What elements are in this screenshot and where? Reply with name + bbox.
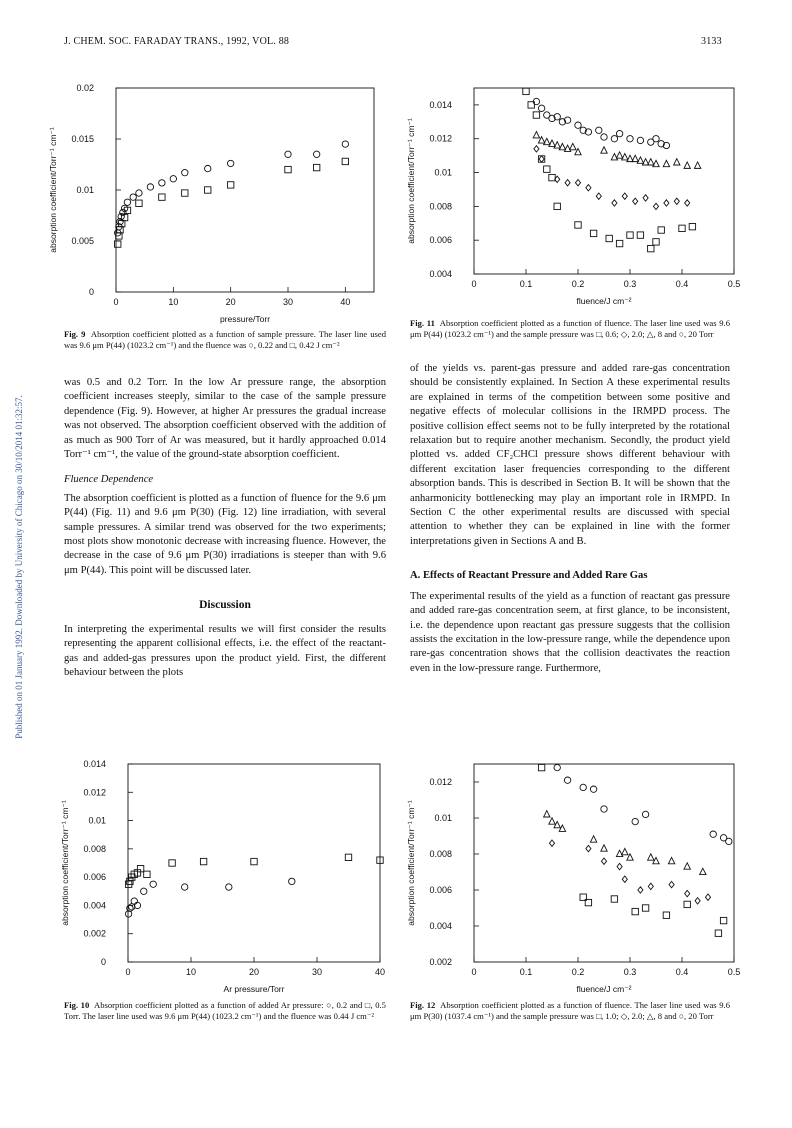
fig11-square-marker bbox=[549, 174, 555, 180]
fig12-square-marker bbox=[642, 905, 648, 911]
fig12-x-tick-label: 0.2 bbox=[571, 967, 585, 977]
fig9-y-tick-label: 0.015 bbox=[71, 134, 94, 144]
fig10-x-tick-label: 30 bbox=[311, 967, 323, 977]
fig12-plot-frame bbox=[474, 764, 734, 962]
fig11-triangle-marker bbox=[622, 154, 628, 160]
fig9-circle-marker bbox=[136, 190, 142, 196]
fig10-circle-marker bbox=[182, 884, 188, 890]
fig11-y-tick-label: 0.01 bbox=[434, 167, 452, 178]
fig11-square-marker bbox=[658, 227, 664, 233]
fig12-circle-marker bbox=[554, 764, 560, 770]
fig12-triangle-marker bbox=[549, 818, 555, 824]
fig11-y-tick-label: 0.006 bbox=[429, 235, 452, 246]
fig12-caption bbox=[410, 1000, 730, 1021]
fig12-diamond-marker bbox=[705, 894, 710, 900]
fig9-square-marker bbox=[342, 158, 348, 164]
fig12-y-tick-label: 0.01 bbox=[434, 813, 452, 823]
fig12-triangle-marker bbox=[622, 848, 628, 854]
fig9-circle-marker bbox=[130, 194, 136, 200]
fluence-dependence-heading: Fluence Dependence bbox=[64, 474, 154, 486]
fig10-x-tick-label: 20 bbox=[248, 967, 260, 977]
fig12-triangle-marker bbox=[590, 836, 596, 842]
fig11-triangle-marker bbox=[559, 143, 565, 149]
fig10-square-marker bbox=[200, 858, 206, 864]
fig11-circle-marker bbox=[611, 136, 617, 142]
fig11-square-marker bbox=[648, 245, 654, 251]
fig9-x-tick-label: 20 bbox=[225, 297, 236, 307]
fig12-circle-marker bbox=[580, 784, 586, 790]
fig12-caption-label: Fig. 12 bbox=[410, 1000, 436, 1010]
fig10-y-tick-label: 0.014 bbox=[83, 759, 106, 769]
fig11-circle-marker bbox=[616, 130, 622, 136]
fig11-triangle-marker bbox=[637, 157, 643, 163]
fig9-circle-marker bbox=[147, 184, 153, 190]
fig11-x-tick-label: 0.3 bbox=[623, 279, 637, 289]
fig9-x-tick-label: 30 bbox=[282, 297, 294, 307]
left-paragraph-1: was 0.5 and 0.2 Torr. In the low Ar pressure range, the absorption coefficient increases steeply, similar to the case of the sample pressure dependence (Fig. 9). However, at higher Ar pressures the gradual increase was not observed. The absorption coefficient observed with the addition of as much as 900 Torr of Ar was measured, but it hardly approached 0.014 Torr⁻¹ cm⁻¹, the value of the ground-state absorption coefficient. bbox=[64, 377, 386, 461]
fig11-triangle-marker bbox=[549, 140, 555, 146]
fig11-triangle-marker bbox=[554, 142, 560, 148]
fig11-y-tick-label: 0.012 bbox=[429, 133, 452, 144]
fig11-x-tick-label: 0.5 bbox=[727, 279, 741, 289]
fig11-diamond-marker bbox=[653, 203, 658, 209]
fig9-plot-frame bbox=[116, 88, 374, 292]
fig12-x-tick-label: 0 bbox=[471, 967, 477, 977]
fig12-x-tick-label: 0.1 bbox=[519, 967, 533, 977]
discussion-heading: Discussion bbox=[199, 599, 251, 612]
fig9-caption-text: Absorption coefficient plotted as a function of sample pressure. The laser line used was 9.6 μm P(44) (1023.2 cm⁻¹) and the fluence was ○, 0.22 and □, 0.42 J cm⁻² bbox=[64, 329, 386, 350]
fig11-diamond-marker bbox=[633, 198, 638, 204]
fig11-circle-marker bbox=[538, 105, 544, 111]
fig11-diamond-marker bbox=[622, 193, 627, 199]
fig12-diamond-marker bbox=[549, 840, 554, 846]
download-notice[interactable]: Published on 01 January 1992. Downloaded by University of Chicago on 30/10/2014 01:32:57. bbox=[14, 395, 24, 739]
fig12-diamond-marker bbox=[669, 881, 674, 887]
fig9-caption-label: Fig. 9 bbox=[64, 329, 86, 339]
fig11-circle-marker bbox=[596, 127, 602, 133]
fig11-diamond-marker bbox=[685, 200, 690, 206]
fig9-chart bbox=[44, 80, 382, 326]
fig12-square-marker bbox=[715, 930, 721, 936]
fig9-square-marker bbox=[285, 166, 291, 172]
page-number: 3133 bbox=[701, 36, 722, 47]
fig9-circle-marker bbox=[170, 176, 176, 182]
fig10-y-tick-label: 0.004 bbox=[83, 900, 106, 911]
fig10-x-axis-label: Ar pressure/Torr bbox=[223, 984, 285, 994]
fig11-plot-frame bbox=[474, 88, 734, 274]
fig10-y-axis-label: absorption coefficient/Torr⁻¹ cm⁻¹ bbox=[60, 800, 70, 926]
fig9-x-tick-label: 40 bbox=[340, 297, 351, 307]
fig12-y-tick-label: 0.002 bbox=[429, 957, 452, 967]
fig10-circle-marker bbox=[131, 898, 137, 904]
fig11-triangle-marker bbox=[632, 155, 638, 161]
fig9-caption bbox=[64, 329, 386, 350]
fig12-triangle-marker bbox=[544, 811, 550, 817]
fig9-circle-marker bbox=[205, 165, 211, 171]
fig12-triangle-marker bbox=[668, 857, 674, 863]
fig9-circle-marker bbox=[342, 141, 348, 147]
fig12-circle-marker bbox=[564, 777, 570, 783]
fig9-square-marker bbox=[205, 187, 211, 193]
fig10-square-marker bbox=[251, 858, 257, 864]
fig12-square-marker bbox=[684, 901, 690, 907]
fig9-square-marker bbox=[227, 182, 233, 188]
fig11-x-axis-label: fluence/J cm⁻² bbox=[576, 296, 632, 306]
fig11-diamond-marker bbox=[612, 200, 617, 206]
fig11-diamond-marker bbox=[674, 198, 679, 204]
fig10-caption-label: Fig. 10 bbox=[64, 1000, 90, 1010]
fig11-diamond-marker bbox=[565, 179, 570, 185]
fig10-y-tick-label: 0.01 bbox=[88, 815, 106, 826]
right-column bbox=[410, 362, 730, 676]
fig11-triangle-marker bbox=[564, 145, 570, 151]
fig11-circle-marker bbox=[601, 134, 607, 140]
fig10-plot-frame bbox=[128, 764, 380, 962]
left-column bbox=[64, 376, 386, 680]
fig11-triangle-marker bbox=[648, 159, 654, 165]
fig10-x-tick-label: 10 bbox=[185, 967, 197, 977]
fig11-triangle-marker bbox=[694, 162, 700, 168]
fig11-x-tick-label: 0.1 bbox=[519, 279, 533, 289]
fig11-circle-marker bbox=[653, 136, 659, 142]
fig12-y-tick-label: 0.004 bbox=[429, 921, 452, 931]
fig9-y-tick-label: 0.005 bbox=[71, 236, 94, 246]
fig11-x-tick-label: 0 bbox=[471, 279, 477, 289]
fig11-triangle-marker bbox=[674, 159, 680, 165]
fig9-square-marker bbox=[115, 241, 121, 247]
fig11-square-marker bbox=[637, 232, 643, 238]
fig11-diamond-marker bbox=[575, 179, 580, 185]
fig12-x-tick-label: 0.4 bbox=[675, 967, 689, 977]
fig12-caption-text: Absorption coefficient plotted as a function of fluence. The laser line used was 9.6 μm P(30) (1037.4 cm⁻¹) and the sample pressure was □, 1.0; ◇, 2.0; △, 8 and ○, 20 Torr bbox=[410, 1000, 730, 1021]
fig11-triangle-marker bbox=[684, 162, 690, 168]
fig12-circle-marker bbox=[642, 811, 648, 817]
fig10-x-tick-label: 40 bbox=[374, 967, 386, 977]
fig11-triangle-marker bbox=[616, 152, 622, 158]
fig11-square-marker bbox=[533, 112, 539, 118]
fig11-triangle-marker bbox=[544, 138, 550, 144]
fig11-triangle-marker bbox=[601, 147, 607, 153]
fig9-circle-marker bbox=[159, 180, 165, 186]
fig11-triangle-marker bbox=[570, 143, 576, 149]
fig12-y-tick-label: 0.008 bbox=[429, 849, 452, 859]
fig10-circle-marker bbox=[289, 878, 295, 884]
fig11-square-marker bbox=[575, 222, 581, 228]
fig12-triangle-marker bbox=[648, 854, 654, 860]
fig11-diamond-marker bbox=[534, 146, 539, 152]
fig11-square-marker bbox=[590, 230, 596, 236]
fig12-diamond-marker bbox=[586, 845, 591, 851]
fig12-diamond-marker bbox=[638, 887, 643, 893]
fig12-circle-marker bbox=[710, 831, 716, 837]
fig11-caption-label: Fig. 11 bbox=[410, 318, 435, 328]
fig11-triangle-marker bbox=[611, 154, 617, 160]
running-header: J. CHEM. SOC. FARADAY TRANS., 1992, VOL. 88 bbox=[64, 36, 290, 47]
fig12-x-tick-label: 0.5 bbox=[727, 967, 741, 977]
fig12-square-marker bbox=[663, 912, 669, 918]
fig10-circle-marker bbox=[150, 881, 156, 887]
fig11-triangle-marker bbox=[533, 132, 539, 138]
fig11-diamond-marker bbox=[586, 185, 591, 191]
fig12-x-axis-label: fluence/J cm⁻² bbox=[576, 984, 632, 994]
left-paragraph-3: In interpreting the experimental results we will first consider the results representing the apparent collisional effects, i.e. the effect of the reactant-gas and added-gas pressures upon the product yield. First, the different behaviour between the plots bbox=[64, 623, 386, 678]
fig11-y-tick-label: 0.008 bbox=[429, 201, 452, 212]
fig9-square-marker bbox=[313, 164, 319, 170]
fig11-square-marker bbox=[554, 203, 560, 209]
fig9-y-tick-label: 0 bbox=[88, 287, 94, 297]
fig12-y-axis-label: absorption coefficient/Torr⁻¹ cm⁻¹ bbox=[406, 800, 416, 926]
fig11-caption-text: Absorption coefficient plotted as a function of fluence. The laser line used was 9.6 μm P(44) (1023.2 cm⁻¹) and the sample pressure was □, 0.6; ◇, 2.0; △, 8 and ○, 20 Torr bbox=[410, 318, 730, 339]
fig9-circle-marker bbox=[182, 169, 188, 175]
fig10-y-tick-label: 0.006 bbox=[83, 872, 106, 883]
fig12-square-marker bbox=[538, 764, 544, 770]
fig11-square-marker bbox=[689, 223, 695, 229]
fig11-circle-marker bbox=[575, 122, 581, 128]
fig12-diamond-marker bbox=[622, 876, 627, 882]
fig12-chart bbox=[402, 756, 742, 996]
fig10-y-tick-label: 0 bbox=[100, 957, 106, 967]
fig9-x-axis-label: pressure/Torr bbox=[219, 314, 271, 324]
fig11-caption bbox=[410, 318, 730, 339]
fig11-circle-marker bbox=[637, 137, 643, 143]
fig12-square-marker bbox=[720, 917, 726, 923]
fig12-y-tick-label: 0.006 bbox=[429, 885, 452, 895]
fig11-triangle-marker bbox=[663, 160, 669, 166]
fig11-y-tick-label: 0.004 bbox=[429, 269, 452, 279]
fig11-square-marker bbox=[616, 240, 622, 246]
fig9-square-marker bbox=[182, 190, 188, 196]
fig12-y-tick-label: 0.012 bbox=[429, 777, 452, 787]
fig9-circle-marker bbox=[227, 160, 233, 166]
fig10-square-marker bbox=[144, 871, 150, 877]
fig11-x-tick-label: 0.2 bbox=[571, 279, 585, 289]
fig11-diamond-marker bbox=[643, 195, 648, 201]
fig11-square-marker bbox=[523, 88, 529, 94]
fig9-y-tick-label: 0.01 bbox=[76, 185, 94, 195]
fig11-circle-marker bbox=[627, 136, 633, 142]
fig11-square-marker bbox=[544, 166, 550, 172]
fig9-y-tick-label: 0.02 bbox=[76, 83, 94, 93]
fig11-triangle-marker bbox=[653, 160, 659, 166]
fig12-circle-marker bbox=[590, 786, 596, 792]
fig9-x-tick-label: 0 bbox=[113, 297, 119, 307]
fig10-x-tick-label: 0 bbox=[125, 967, 131, 977]
fig10-square-marker bbox=[345, 854, 351, 860]
fig12-diamond-marker bbox=[617, 863, 622, 869]
left-paragraph-2: The absorption coefficient is plotted as a function of fluence for the 9.6 μm P(44) (Fig. 11) and 9.6 μm P(30) (Fig. 12) line irradiation, with several sample pressures. A similar trend was observed for the two experiments; most plots show monotonic decrease with increasing fluence. However, the decrease in the case of 9.6 μm P(30) irradiations is steeper than with 9.6 μm P(44). This point will be discussed later. bbox=[64, 492, 386, 576]
fig12-x-tick-label: 0.3 bbox=[623, 967, 637, 977]
fig9-circle-marker bbox=[124, 199, 130, 205]
fig10-y-tick-label: 0.008 bbox=[83, 843, 106, 854]
fig12-circle-marker bbox=[601, 806, 607, 812]
fig10-y-tick-label: 0.012 bbox=[83, 787, 106, 798]
fig11-chart bbox=[402, 80, 742, 308]
fig12-diamond-marker bbox=[695, 898, 700, 904]
fig10-circle-marker bbox=[141, 888, 147, 894]
fig11-square-marker bbox=[653, 239, 659, 245]
fig11-diamond-marker bbox=[539, 156, 544, 162]
fig10-y-tick-label: 0.002 bbox=[83, 928, 106, 939]
fig9-circle-marker bbox=[285, 151, 291, 157]
right-paragraph-2: The experimental results of the yield as a function of reactant gas pressure and added rare-gas concentration seem, at first glance, to be inconsistent, i.e. the dependence upon reactant gas pressure suggests that the collision assists the excitation in the low-pressure range, while the dependence upon rare-gas concentration shows that the collision deactivates the reaction even in the low-pressure range. Furthermore, bbox=[410, 590, 730, 674]
fig12-diamond-marker bbox=[648, 883, 653, 889]
fig9-square-marker bbox=[136, 200, 142, 206]
fig12-diamond-marker bbox=[601, 858, 606, 864]
fig9-circle-marker bbox=[313, 151, 319, 157]
fig11-x-tick-label: 0.4 bbox=[675, 279, 689, 289]
right-paragraph-1: of the yields vs. parent-gas pressure and added rare-gas concentration should be consistently explained. In Section A these experimental results are explained in terms of the competition between some positive and negative effects of molecular collisions in the IRMPD process. The positive collision effect seems not to be fully interpreted by the rotational relaxation but to require another mechanism. Secondly, the product yield plotted vs. added CF₂CHCl pressure shows different behaviour with different excitation laser frequencies corresponding to the different absorption bands. This is described in Section B. It will be shown that the anharmonicity bottlenecking may play an important role in IRMPD. In Section C the other experimental results are discussed with special attention to whether they can be explained in line with the former interpretations given in Sections A and B. bbox=[410, 363, 730, 547]
fig11-square-marker bbox=[679, 225, 685, 231]
fig11-diamond-marker bbox=[664, 200, 669, 206]
fig11-square-marker bbox=[627, 232, 633, 238]
fig11-diamond-marker bbox=[596, 193, 601, 199]
fig12-square-marker bbox=[632, 908, 638, 914]
fig12-square-marker bbox=[611, 896, 617, 902]
fig12-circle-marker bbox=[726, 838, 732, 844]
fig11-y-axis-label: absorption coefficient/Torr⁻¹ cm⁻¹ bbox=[406, 118, 416, 244]
fig10-circle-marker bbox=[226, 884, 232, 890]
fig11-square-marker bbox=[606, 235, 612, 241]
fig10-caption-text: Absorption coefficient plotted as a function of added Ar pressure: ○, 0.2 and □, 0.5 Torr. The laser line used was 9.6 μm P(44) (1023.2 cm⁻¹) and the fluence was 0.44 J cm⁻² bbox=[64, 1000, 386, 1021]
fig10-circle-marker bbox=[134, 902, 140, 908]
fig12-diamond-marker bbox=[685, 890, 690, 896]
fig9-square-marker bbox=[159, 194, 165, 200]
fig11-y-tick-label: 0.014 bbox=[429, 99, 452, 110]
fig10-caption bbox=[64, 1000, 386, 1021]
fig12-triangle-marker bbox=[700, 868, 706, 874]
fig9-y-axis-label: absorption coefficient/Torr⁻¹ cm⁻¹ bbox=[48, 127, 58, 253]
fig12-triangle-marker bbox=[684, 863, 690, 869]
fig10-square-marker bbox=[169, 860, 175, 866]
fig12-circle-marker bbox=[632, 818, 638, 824]
section-a-heading: A. Effects of Reactant Pressure and Added Rare Gas bbox=[410, 570, 648, 582]
fig12-triangle-marker bbox=[601, 845, 607, 851]
fig10-chart bbox=[56, 756, 388, 996]
fig9-x-tick-label: 10 bbox=[168, 297, 179, 307]
